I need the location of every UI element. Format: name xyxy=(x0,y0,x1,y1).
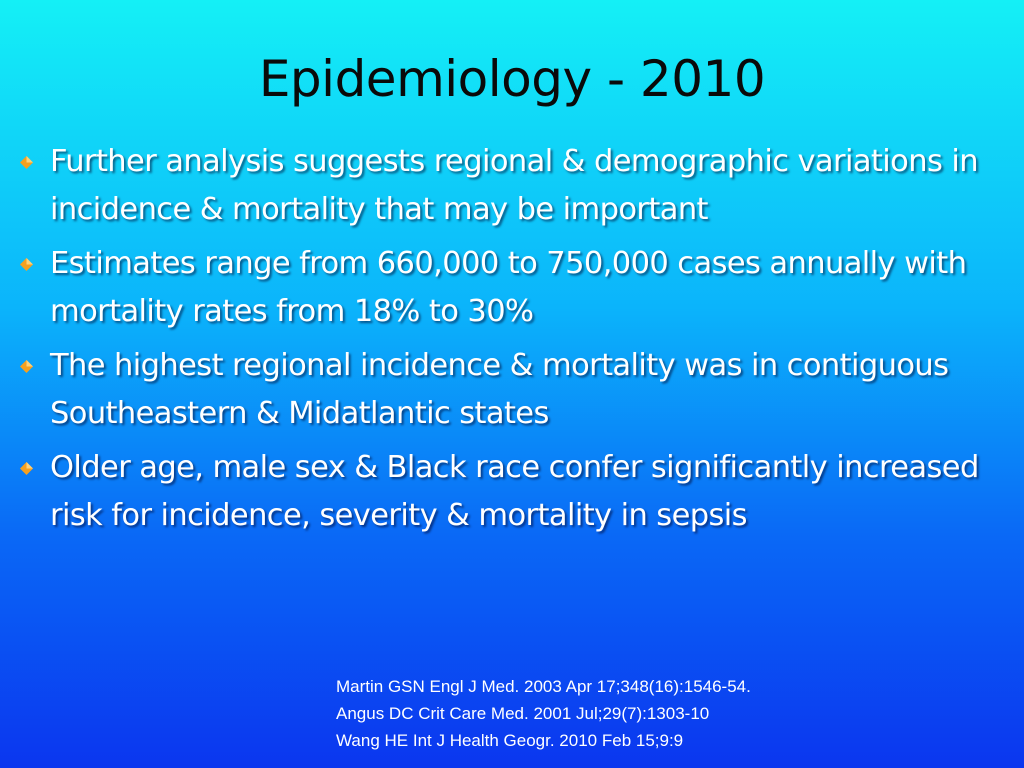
slide-title: Epidemiology - 2010 xyxy=(258,50,766,108)
diamond-bullet-icon xyxy=(20,360,33,373)
bullet-item xyxy=(18,444,1008,540)
bullet-item xyxy=(18,138,1008,234)
bullet-text: Older age, male sex & Black race confer significantly increased risk for incidence, severity & mortality in sepsis xyxy=(50,450,979,533)
bullet-item xyxy=(18,342,1008,438)
bullet-text: The highest regional incidence & mortality was in contiguous Southeastern & Midatlantic states xyxy=(50,348,949,431)
diamond-bullet-icon xyxy=(20,258,33,271)
reference-line: Wang HE Int J Health Geogr. 2010 Feb 15;9:9 xyxy=(336,731,684,750)
diamond-bullet-icon xyxy=(20,462,33,475)
bullet-text: Estimates range from 660,000 to 750,000 cases annually with mortality rates from 18% to 30% xyxy=(50,246,967,329)
reference-line: Angus DC Crit Care Med. 2001 Jul;29(7):1303-10 xyxy=(336,704,710,723)
reference-line: Martin GSN Engl J Med. 2003 Apr 17;348(16):1546-54. xyxy=(336,677,751,696)
diamond-bullet-icon xyxy=(20,156,33,169)
references xyxy=(336,673,751,754)
bullet-list xyxy=(18,138,1008,546)
bullet-text: Further analysis suggests regional & demographic variations in incidence & mortality that may be important xyxy=(50,144,978,227)
bullet-item xyxy=(18,240,1008,336)
